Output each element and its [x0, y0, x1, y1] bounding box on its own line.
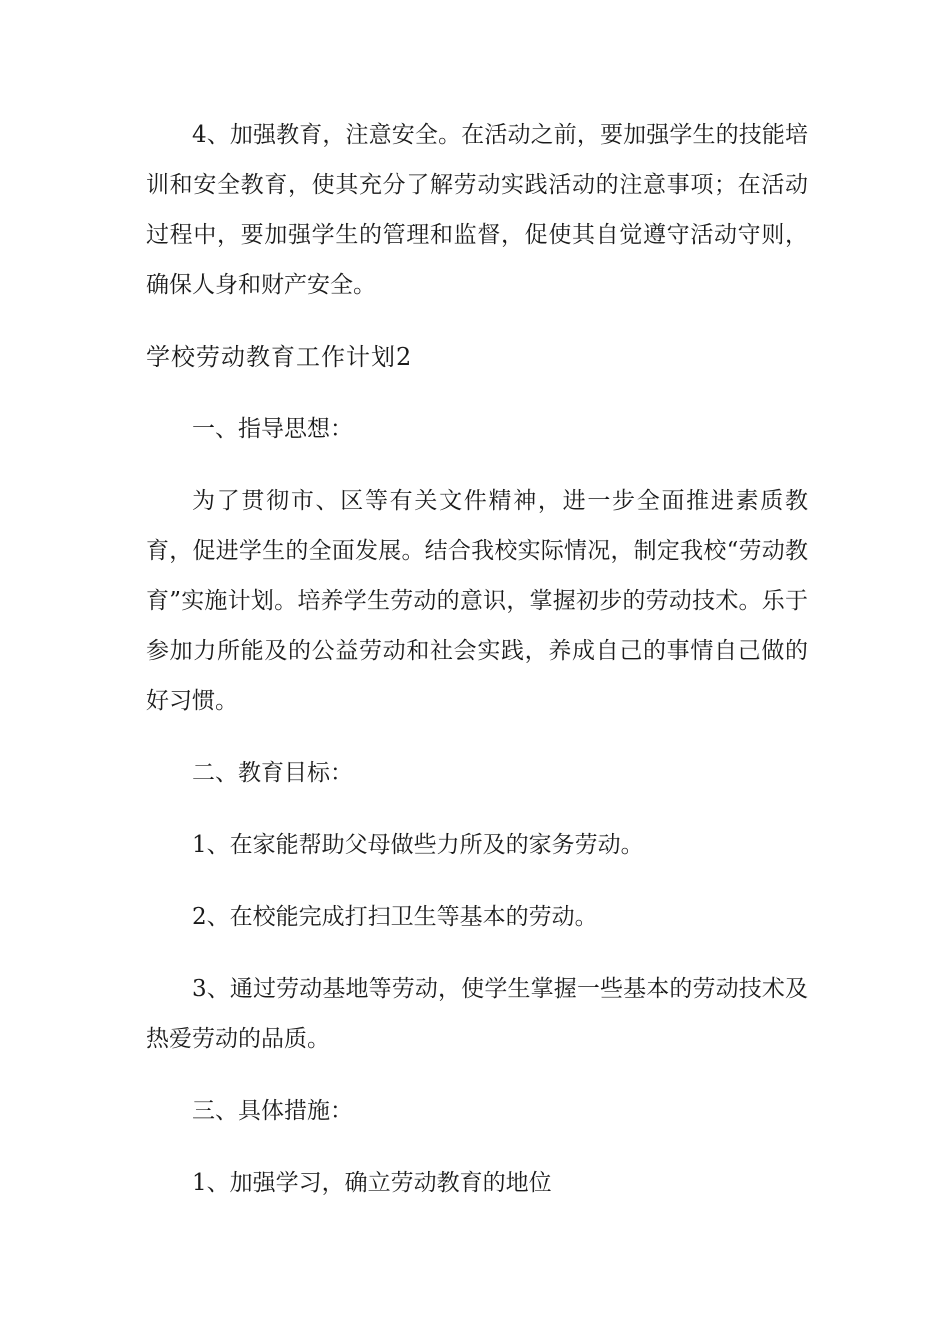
paragraph-gap [146, 870, 808, 892]
paragraph-gap [146, 382, 808, 404]
paragraph-safety-education: 4、加强教育，注意安全。在活动之前，要加强学生的技能培训和安全教育，使其充分了解劳动实践活动的注意事项；在活动过程中，要加强学生的管理和监督，促使其自觉遵守活动守则，确保人身和财产安全。 [146, 122, 808, 298]
goal-item-1: 1、在家能帮助父母做些力所及的家务劳动。 [192, 832, 644, 858]
subheading-education-goals: 二、教育目标： [192, 760, 353, 786]
paragraph-gap [146, 310, 808, 332]
paragraph-guiding-ideology: 为了贯彻市、区等有关文件精神，进一步全面推进素质教育，促进学生的全面发展。结合我校实际情况，制定我校“劳动教育”实施计划。培养学生劳动的意识，掌握初步的劳动技术。乐于参加力所能及的公益劳动和社会实践，养成自己的事情自己做的好习惯。 [146, 488, 808, 714]
paragraph-gap [146, 726, 808, 748]
paragraph-gap [146, 454, 808, 476]
goal-item-3: 3、通过劳动基地等劳动，使学生掌握一些基本的劳动技术及热爱劳动的品质。 [146, 976, 808, 1052]
paragraph-gap [146, 1064, 808, 1086]
subheading-guiding-ideology: 一、指导思想： [192, 416, 353, 442]
paragraph-gap [146, 942, 808, 964]
paragraph-gap [146, 798, 808, 820]
goal-item-2: 2、在校能完成打扫卫生等基本的劳动。 [192, 904, 598, 930]
subheading-measures: 三、具体措施： [192, 1098, 353, 1124]
measure-item-1: 1、加强学习，确立劳动教育的地位 [192, 1170, 552, 1196]
paragraph-gap [146, 1136, 808, 1158]
section-title: 学校劳动教育工作计划2 [146, 343, 413, 371]
document-body [146, 110, 808, 1208]
